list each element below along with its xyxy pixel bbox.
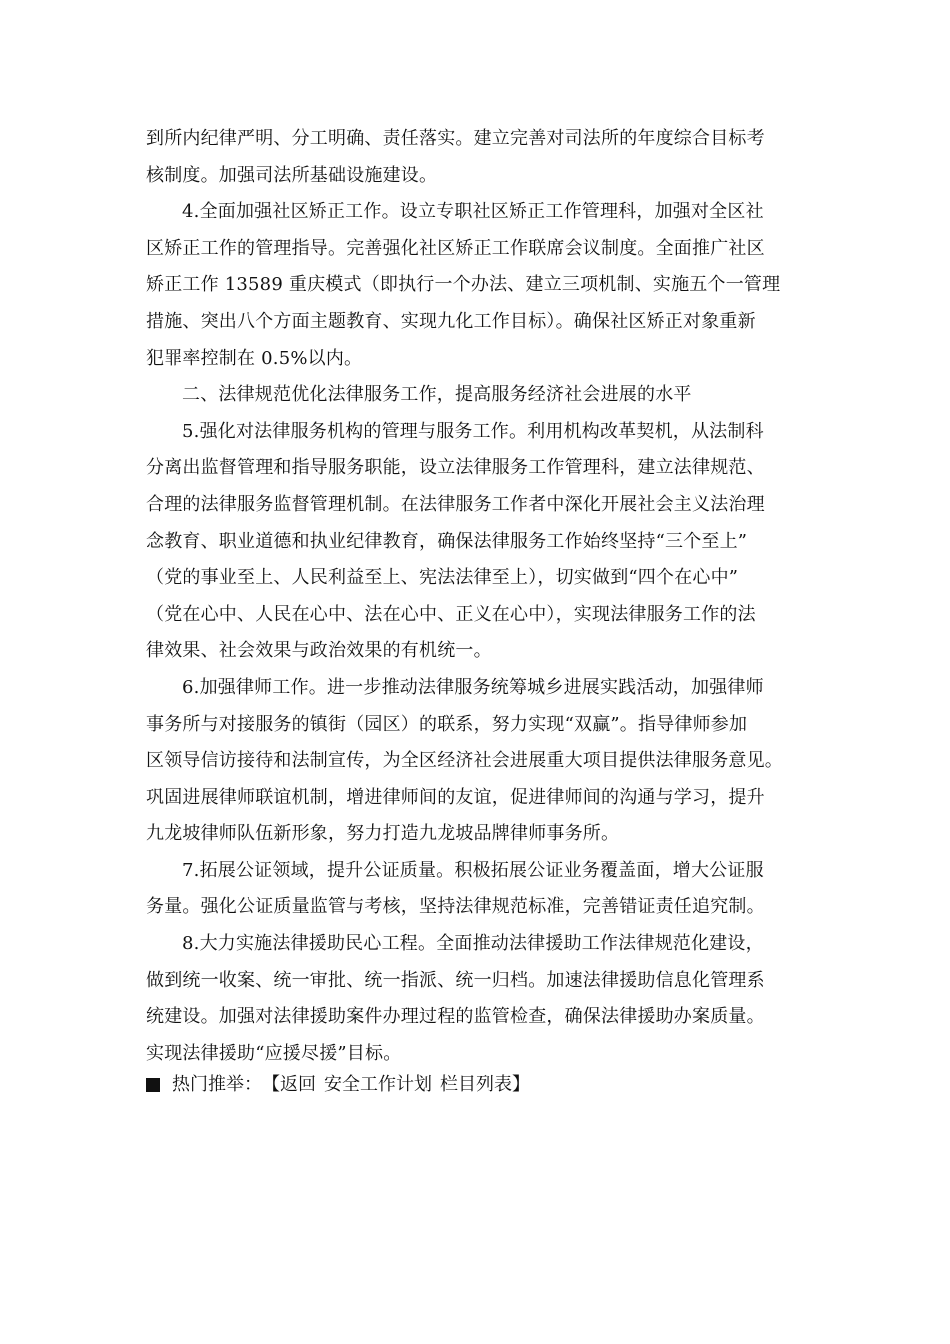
paragraph-heading-8: 8.大力实施法律援助民心工程。全面推动法律援助工作法律规范化建设，: [182, 933, 764, 955]
text-line: 矫正工作 13589 重庆模式（即执行一个办法、建立三项机制、实施五个一管理: [146, 274, 781, 296]
text-line: 合理的法律服务监督管理机制。在法律服务工作者中深化开展社会主义法治理: [146, 493, 765, 515]
recommendation-bar: [146, 1067, 530, 1103]
text-line: 念教育、职业道德和执业纪律教育，确保法律服务工作始终坚持“三个至上”: [146, 530, 748, 552]
text-line: 实现法律援助“应援尽援”目标。: [146, 1042, 402, 1064]
text-line: 九龙坡律师队伍新形象，努力打造九龙坡品牌律师事务所。: [146, 823, 620, 845]
back-link[interactable]: 返回: [280, 1074, 316, 1095]
text-line: 事务所与对接服务的镇街（园区）的联系，努力实现“双赢”。指导律师参加: [146, 713, 748, 735]
text-line: 犯罪率控制在 0.5%以内。: [146, 347, 363, 369]
category-link[interactable]: 安全工作计划: [324, 1074, 432, 1095]
text-line: 分离出监督管理和指导服务职能，设立法律服务工作管理科，建立法律规范、: [146, 457, 765, 479]
text-line: （党在心中、人民在心中、法在心中、正义在心中），实现法律服务工作的法: [146, 603, 756, 625]
paragraph-heading-4: 4.全面加强社区矫正工作。设立专职社区矫正工作管理科，加强对全区社: [182, 201, 764, 223]
text-line: 做到统一收案、统一审批、统一指派、统一归档。加速法律援助信息化管理系: [146, 969, 765, 991]
text-line: （党的事业至上、人民利益至上、宪法法律至上），切实做到“四个在心中”: [146, 567, 739, 589]
paragraph-heading-5: 5.强化对法律服务机构的管理与服务工作。利用机构改革契机，从法制科: [182, 420, 764, 442]
paragraph-heading-6: 6.加强律师工作。进一步推动法律服务统筹城乡进展实践活动，加强律师: [182, 676, 764, 698]
section-heading-2: 二、法律规范优化法律服务工作，提高服务经济社会进展的水平: [182, 384, 692, 406]
text-line: 区矫正工作的管理指导。完善强化社区矫正工作联席会议制度。全面推广社区: [146, 237, 765, 259]
bracket-close: 】: [512, 1074, 530, 1095]
text-line: 区领导信访接待和法制宣传，为全区经济社会进展重大项目提供法律服务意见。: [146, 750, 783, 772]
text-line: 巩固进展律师联谊机制，增进律师间的友谊，促进律师间的沟通与学习，提升: [146, 786, 765, 808]
column-list-link[interactable]: 栏目列表: [440, 1074, 512, 1095]
recommendation-label: 热门推举：: [172, 1074, 262, 1095]
text-line: 措施、突出八个方面主题教育、实现九化工作目标）。确保社区矫正对象重新: [146, 310, 756, 332]
bracket-open: 【: [262, 1074, 280, 1095]
black-square-icon: [146, 1078, 160, 1092]
paragraph-heading-7: 7.拓展公证领域，提升公证质量。积极拓展公证业务覆盖面，增大公证服: [182, 859, 764, 881]
text-line: 核制度。加强司法所基础设施建设。: [146, 164, 438, 186]
text-line: 到所内纪律严明、分工明确、责任落实。建立完善对司法所的年度综合目标考: [146, 128, 765, 149]
text-line: 统建设。加强对法律援助案件办理过程的监管检查，确保法律援助办案质量。: [146, 1006, 765, 1028]
text-line: 律效果、社会效果与政治效果的有机统一。: [146, 640, 492, 662]
document-body: [146, 121, 808, 1072]
text-line: 务量。强化公证质量监管与考核，坚持法律规范标准，完善错证责任追究制。: [146, 896, 765, 918]
